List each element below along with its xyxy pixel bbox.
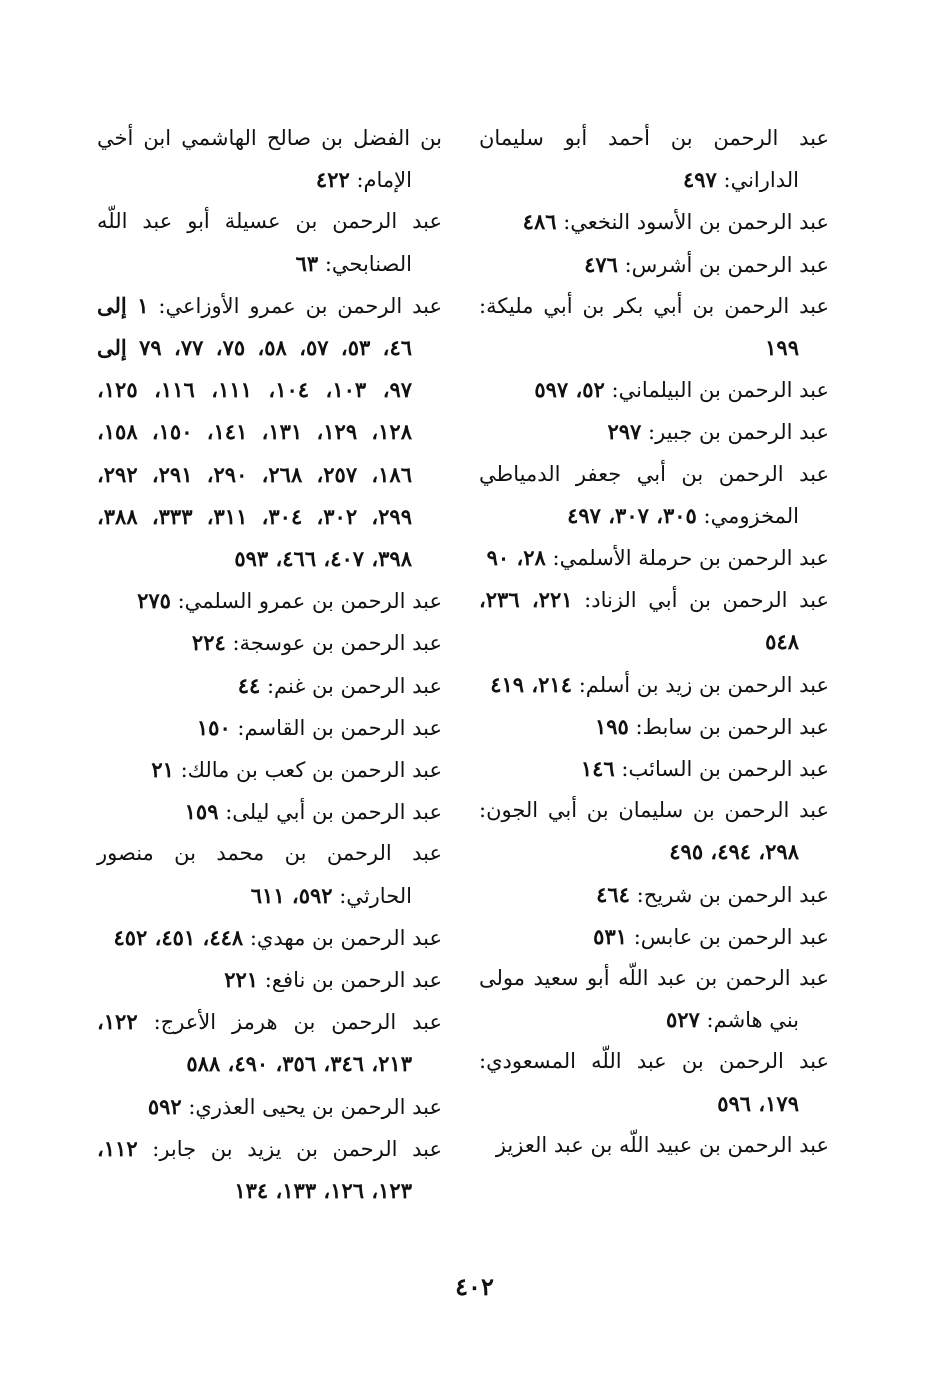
page-number: ٤٠٢ [455, 1272, 494, 1301]
entry-name: عبد الرحمن بن جبير: [648, 420, 829, 445]
entry-name: عبد الرحمن بن كعب بن مالك: [180, 758, 442, 783]
index-entry [97, 749, 442, 791]
entry-name: عبد الرحمن بن هرمز الأعرج: [153, 1010, 442, 1035]
entry-name: عبد الرحمن بن عابس: [633, 924, 829, 949]
entry-name: عبد الرحمن بن مهدي: [249, 925, 442, 950]
entry-name: عبد الرحمن بن شريح: [636, 882, 829, 907]
index-entry [479, 411, 829, 453]
index-entry [97, 201, 442, 284]
index-entry [479, 244, 829, 286]
entry-name: عبد الرحمن بن عوسجة: [232, 631, 442, 656]
index-entry [479, 916, 829, 958]
index-entry [97, 1086, 442, 1128]
entry-name: عبد الرحمن بن يزيد بن جابر: [152, 1136, 442, 1161]
entry-pages: ١٧٩، ٥٩٦ [717, 1090, 799, 1116]
index-entry [97, 1001, 442, 1085]
entry-name: عبد الرحمن بن نافع: [264, 968, 442, 993]
entry-name: عبد الرحمن بن غنم: [266, 673, 442, 698]
entry-pages: ٢٢٤ [191, 630, 226, 656]
entry-name: عبد الرحمن بن حرملة الأسلمي: [552, 546, 829, 571]
entry-name: عبد الرحمن بن البيلماني: [611, 378, 829, 403]
entry-name: عبد الرحمن بن عمرو السلمي: [177, 589, 442, 614]
index-column-left [97, 118, 442, 1212]
index-entry [97, 285, 442, 580]
entry-pages: ٥٢، ٥٩٧ [534, 377, 605, 403]
entry-pages: ٤٨٦ [522, 209, 557, 235]
index-column-right [479, 118, 829, 1166]
index-entry [479, 1041, 829, 1124]
entry-pages: ٤٤ [237, 672, 261, 698]
entry-name: عبد الرحمن بن زيد بن أسلم: [578, 672, 829, 697]
entry-name: عبد الرحمن بن أحمد أبو سليمان الداراني: [479, 126, 829, 193]
index-entry [479, 454, 829, 537]
entry-name: عبد الرحمن بن أبي بكر بن أبي مليكة: [479, 293, 829, 318]
entry-name: عبد الرحمن بن القاسم: [237, 715, 442, 740]
index-entry [97, 959, 442, 1001]
entry-pages: ١٩٥ [594, 713, 629, 739]
index-entry [479, 201, 829, 243]
entry-pages: ٥٣١ [593, 923, 628, 949]
entry-name: عبد الرحمن بن عسيلة أبو عبد اللّه الصنابحي: [97, 209, 442, 276]
index-entry [97, 791, 442, 833]
entry-pages: ٤٢٢ [315, 167, 350, 193]
entry-pages: ١٤٦ [580, 756, 615, 782]
entry-pages: ٤٧٦ [584, 251, 618, 277]
entry-pages: ٤٩٧ [682, 167, 717, 193]
index-entry [479, 118, 829, 201]
index-entry [97, 707, 442, 749]
entry-name: عبد الرحمن بن عبيد اللّه بن عبد العزيز [495, 1132, 829, 1157]
entry-name: عبد الرحمن بن الأسود النخعي: [563, 210, 829, 235]
entry-name: عبد الرحمن بن عبد اللّه أبو سعيد مولى بني هاشم: [479, 966, 829, 1033]
entry-pages: ٢٨، ٩٠ [486, 545, 546, 571]
index-entry [97, 917, 442, 959]
entry-name: عبد الرحمن بن أبي جعفر الدمياطي المخزومي: [479, 461, 829, 528]
entry-name: عبد الرحمن بن سليمان بن أبي الجون: [479, 798, 829, 823]
entry-name: عبد الرحمن بن السائب: [621, 757, 829, 782]
entry-name: عبد الرحمن بن يحيى العذري: [188, 1094, 442, 1119]
entry-pages: ٤٤٨، ٤٥١، ٤٥٢ [113, 924, 244, 950]
entry-name: عبد الرحمن بن أبي الزناد: [584, 588, 829, 613]
index-entry [479, 579, 829, 663]
index-entry [479, 706, 829, 748]
entry-pages: ٢٢١ [224, 967, 259, 993]
entry-name: عبد الرحمن بن أبي ليلى: [225, 800, 442, 825]
index-entry [97, 622, 442, 664]
entry-pages: ٤٦٤ [596, 881, 630, 907]
index-entry [97, 1128, 442, 1212]
index-entry [479, 537, 829, 579]
entry-name: عبد الرحمن بن عبد اللّه المسعودي: [479, 1049, 829, 1074]
index-entry [97, 580, 442, 622]
index-entry [479, 958, 829, 1041]
index-entry [479, 286, 829, 369]
entry-pages: ٢١٤، ٤١٩ [490, 671, 572, 697]
entry-pages: ٢٧٥ [137, 588, 171, 614]
entry-pages: ١١٢، ١٢٣، ١٢٦، ١٣٣، ١٣٤ [97, 1135, 412, 1204]
entry-pages: ٥٩٢ [147, 1093, 182, 1119]
index-entry [97, 833, 442, 916]
entry-pages: ١٥٩ [184, 799, 219, 825]
index-entry [479, 874, 829, 916]
entry-pages: ٥٩٢، ٦١١ [250, 882, 333, 908]
index-entry [479, 369, 829, 411]
entry-pages: ٢٢١، ٢٣٦، ٥٤٨ [479, 587, 799, 655]
index-entry [479, 1125, 829, 1166]
entry-name: عبد الرحمن بن أشرس: [624, 252, 829, 277]
entry-pages: ١٢٢، ٢١٣، ٣٤٦، ٣٥٦، ٤٩٠، ٥٨٨ [97, 1009, 412, 1077]
entry-name: عبد الرحمن بن سابط: [635, 714, 829, 739]
index-entry [97, 665, 442, 707]
entry-pages: ١٥٠ [196, 714, 231, 740]
index-entry [479, 748, 829, 790]
index-entry [97, 118, 442, 201]
entry-pages: ٣٠٥، ٣٠٧، ٤٩٧ [567, 502, 697, 528]
entry-pages: ٢٩٨، ٤٩٤، ٤٩٥ [669, 839, 799, 865]
entry-pages: ١٩٩ [765, 335, 799, 361]
entry-pages: ٢٩٧ [607, 419, 642, 445]
entry-name: عبد الرحمن بن محمد بن منصور الحارثي: [97, 841, 442, 908]
entry-pages: ٦٣ [295, 250, 319, 276]
entry-pages: ٢١ [151, 757, 174, 783]
entry-pages: ١ إلى ٤٦، ٥٣، ٥٧، ٥٨، ٧٥، ٧٧، ٧٩ إلى ٩٧، ١٠٣، ١٠٤، ١١١، ١١٦، ١٢٥، ١٢٨، ١٢٩، ١٣١، ١٤١، ١٥٠، ١٥٨، ١٨٦، ٢٥٧، ٢٦٨، ٢٩٠، ٢٩١، ٢٩٢، ٢٩٩، ٣٠٢، ٣٠٤، ٣١١، ٣٣٣، ٣٨٨، ٣٩٨، ٤٠٧، ٤٦٦، ٥٩٣ [97, 292, 413, 572]
index-entry [479, 664, 829, 706]
entry-pages: ٥٢٧ [665, 1007, 700, 1033]
index-entry [479, 790, 829, 873]
entry-name: بن الفضل بن صالح الهاشمي ابن أخي الإمام: [97, 126, 442, 193]
entry-name: عبد الرحمن بن عمرو الأوزاعي: [158, 293, 442, 318]
